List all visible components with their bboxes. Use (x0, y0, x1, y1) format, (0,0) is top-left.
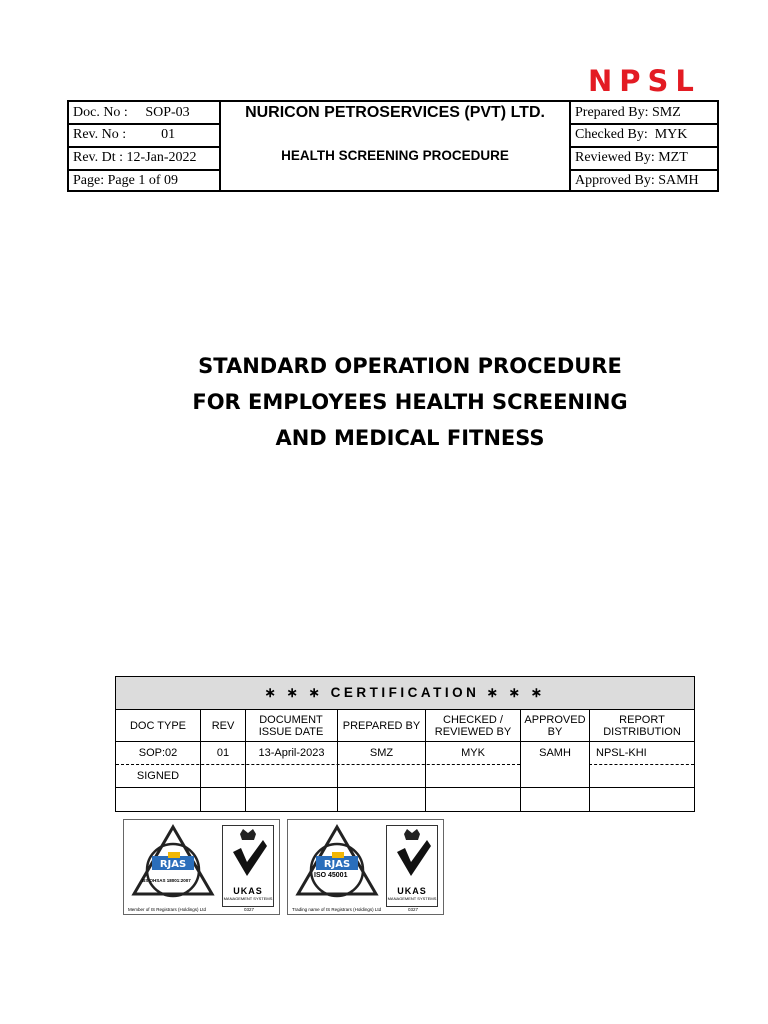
checked-by: Checked By: MYK (575, 127, 688, 142)
svg-text:RJAS: RJAS (323, 859, 351, 870)
col-distribution: REPORT DISTRIBUTION (603, 713, 681, 738)
cell-issue-date: 13-April-2023 (258, 747, 325, 759)
badge1-footer: Member of IS Registrars (Holdings) Ltd (128, 907, 207, 912)
col-rev: REV (211, 719, 235, 732)
col-doc-type: DOC TYPE (129, 719, 187, 732)
ukas-mark (222, 825, 274, 907)
signed-label: SIGNED (136, 770, 180, 782)
title-line-2: FOR EMPLOYEES HEALTH SCREENING (192, 390, 628, 414)
certification-badge-iso (287, 819, 444, 915)
cell-prepared-by: SMZ (369, 747, 394, 759)
cell-doc-type: SOP:02 (138, 747, 178, 759)
cell-rev: 01 (216, 747, 230, 759)
badge2-footer: Trading name of IS Registrars (Holdings) Ltd (292, 907, 382, 912)
company-name: NURICON PETROSERVICES (PVT) LTD. (245, 104, 545, 121)
triangle-logo-icon (130, 824, 216, 908)
document-header (67, 100, 719, 192)
triangle-logo-icon (294, 824, 380, 908)
certification-heading: ∗ ∗ ∗ CERTIFICATION ∗ ∗ ∗ (116, 677, 694, 710)
doc-number: Doc. No : SOP-03 (73, 105, 190, 120)
ukas-subtitle: MANAGEMENT SYSTEMS (223, 896, 273, 901)
col-issue-date: DOCUMENT ISSUE DATE (258, 713, 324, 738)
certification-table (115, 676, 695, 812)
crown-check-icon (223, 826, 273, 882)
badge1-standard: BS OHSAS 18001:2007 (142, 878, 191, 883)
col-prepared-by: PREPARED BY (342, 719, 421, 732)
revision-number: Rev. No : 01 (73, 127, 176, 142)
approved-by: Approved By: SAMH (575, 173, 699, 188)
certification-badge-ohsas (123, 819, 280, 915)
reviewed-by: Reviewed By: MZT (575, 150, 688, 165)
ukas-text: UKAS (233, 886, 263, 896)
company-logo: NPSL (588, 64, 701, 98)
badge2-standard: ISO 45001 (314, 872, 348, 879)
ukas-mark (386, 825, 438, 907)
page-number: Page: Page 1 of 09 (73, 173, 178, 188)
prepared-by: Prepared By: SMZ (575, 105, 681, 120)
crown-check-icon (387, 826, 437, 882)
col-approved-by: APPROVED BY (524, 713, 586, 738)
procedure-name: HEALTH SCREENING PROCEDURE (281, 148, 509, 163)
revision-date: Rev. Dt : 12-Jan-2022 (73, 150, 197, 165)
cell-checked-by: MYK (461, 747, 485, 759)
title-line-1: STANDARD OPERATION PROCEDURE (198, 354, 622, 378)
ukas-text: UKAS (397, 886, 427, 896)
ukas-number: 0327 (244, 907, 255, 912)
cell-approved-by: SAMH (539, 747, 571, 759)
ukas-subtitle: MANAGEMENT SYSTEMS (387, 896, 437, 901)
ukas-number: 0327 (408, 907, 419, 912)
cell-distribution: NPSL-KHI (596, 747, 647, 759)
page-title (60, 348, 760, 456)
title-line-3: AND MEDICAL FITNESS (275, 426, 545, 450)
svg-text:RJAS: RJAS (159, 859, 187, 870)
col-checked-by: CHECKED / REVIEWED BY (434, 713, 512, 738)
